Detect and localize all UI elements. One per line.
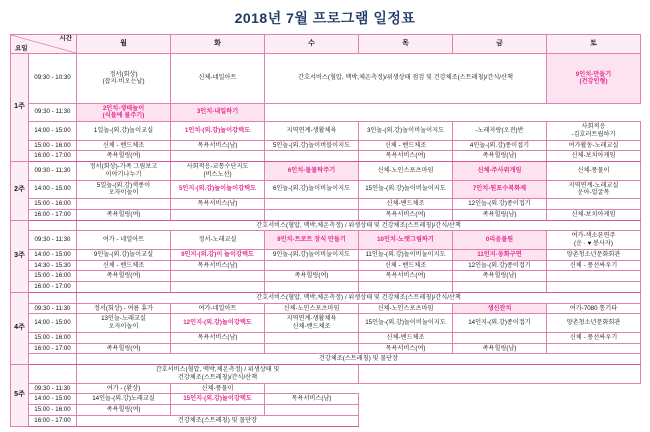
- program-cell: 신체-노인스포츠마임: [359, 162, 453, 181]
- program-cell: 3인치-내일하기: [171, 103, 265, 122]
- program-cell: [171, 209, 265, 220]
- program-cell: 족욕힐링(여): [77, 271, 171, 282]
- table-row: [11, 415, 641, 426]
- program-cell: 족욕힐링(여): [265, 271, 359, 282]
- time-label: 16:00 - 17:00: [29, 282, 77, 293]
- program-cell: 신체 - 밴드체조: [77, 140, 171, 151]
- week-label-4: 5주: [11, 365, 29, 427]
- program-cell: 목욕서비스(남): [265, 394, 359, 405]
- table-row: [11, 209, 641, 220]
- program-cell: 14인지-(외.강)종이접기: [453, 314, 547, 333]
- program-cell: 정서-노래교실: [171, 231, 265, 250]
- time-label: 15:00 - 16:00: [29, 271, 77, 282]
- program-cell: 신체-노인스포츠마임: [359, 303, 453, 314]
- table-row: [11, 54, 641, 104]
- program-cell: 양촌청소년문화회관: [547, 314, 641, 333]
- program-cell: [547, 199, 641, 210]
- program-cell: 사회적응 -김호러트립하기: [547, 122, 641, 141]
- program-cell: 1인치-(외.강)놀이강택도: [171, 122, 265, 141]
- corner-time-label: 시간: [59, 35, 72, 42]
- program-cell: 정서(회상) - 여름 휴가: [77, 303, 171, 314]
- page-title: 2018년 7월 프로그램 일정표: [234, 10, 416, 26]
- table-body: [11, 54, 641, 427]
- program-cell: 여가-7080 통기타: [547, 303, 641, 314]
- program-cell: 신체-네일아트: [171, 54, 265, 104]
- table-row: [11, 282, 641, 293]
- table-row: [11, 180, 641, 199]
- time-label: 14:30 - 15:30: [29, 260, 77, 271]
- program-cell: [77, 282, 171, 293]
- program-cell: 10인치-노랫그림하기: [359, 231, 453, 250]
- program-cell: 13인놀-노래교실 오자이놀이: [77, 314, 171, 333]
- table-corner-header: [11, 35, 77, 54]
- program-cell: 목욕서비스(여): [359, 151, 453, 162]
- program-cell: 간호서비스(혈압, 맥박,체온측정) / 위생상태 및 건강체조(스트레칭)/간식/산책: [77, 292, 641, 303]
- program-cell: 여가-네일아트: [171, 303, 265, 314]
- program-cell: 신체-풍물이: [547, 162, 641, 181]
- time-label: [29, 292, 77, 303]
- program-cell: [453, 332, 547, 343]
- program-cell: 사회적응-교통수단지도 (버스노선): [171, 162, 265, 181]
- day-header-0: 월: [77, 35, 171, 54]
- program-cell: 정서(회상) (잡지·비오는날): [77, 54, 171, 104]
- program-cell: 9인놀-(외.강)놀이교실: [77, 249, 171, 260]
- program-cell: [77, 199, 171, 210]
- program-cell: 5인놀-(외.강)놀이버블이지도: [265, 140, 359, 151]
- table-row: [11, 343, 641, 354]
- table-row: [11, 292, 641, 303]
- table-row: [11, 103, 641, 122]
- program-cell: 족욕힐링(남): [453, 209, 547, 220]
- program-cell: 5인지-(외.강)놀이놀이강택도: [171, 180, 265, 199]
- program-cell: [265, 199, 359, 210]
- program-cell: 11인지-동화구연: [453, 249, 547, 260]
- program-cell: [171, 151, 265, 162]
- program-cell: [265, 209, 359, 220]
- program-cell: 간호서비스(혈압, 맥박,체온측정)/위생상태 점검 및 건강체조(스트레칭)/간식/산책: [265, 54, 547, 104]
- program-cell: 족욕힐링(남): [453, 343, 547, 354]
- table-row: [11, 405, 641, 416]
- program-cell: 신체 - 밴드체조: [359, 140, 453, 151]
- program-cell: 정서(회상)-가족 그림보고 이야기나누기: [77, 162, 171, 181]
- program-cell: [171, 405, 265, 416]
- table-row: [11, 383, 641, 394]
- time-label: 16:00 - 17:00: [29, 343, 77, 354]
- week-label-0: 1주: [11, 54, 29, 162]
- table-row: [11, 249, 641, 260]
- program-cell: 15인지-(외.강)놀이강택도: [171, 394, 265, 405]
- program-cell: 3인놀-(외.강)놀이비눌이지도: [359, 122, 453, 141]
- program-cell: 신체-주사위게임: [453, 162, 547, 181]
- program-cell: 신체-밴드체조: [359, 199, 453, 210]
- program-cell: 신체 - 풍선싸우기: [547, 260, 641, 271]
- table-row: [11, 332, 641, 343]
- program-cell: [171, 343, 265, 354]
- week-label-3: 4주: [11, 292, 29, 364]
- table-row: [11, 260, 641, 271]
- program-cell: 여가-색소폰연주 (운 · ♥ 봉사자): [547, 231, 641, 250]
- program-cell: 건강체조(스트레칭) 및 물단장: [77, 354, 641, 365]
- program-cell: 신체 - 풍선싸우기: [547, 332, 641, 343]
- program-cell: 지역연계-생활체육 신체-밴드체조: [265, 314, 359, 333]
- program-cell: 12인놀-(외.강)종이접기: [453, 260, 547, 271]
- program-cell: 목욕서비스(여): [359, 271, 453, 282]
- time-label: 14:00 - 15:00: [29, 180, 77, 199]
- time-label: [29, 365, 77, 384]
- program-cell: 목욕서비스(남): [171, 332, 265, 343]
- program-cell: 신체-보치아게임: [547, 209, 641, 220]
- day-header-1: 화: [171, 35, 265, 54]
- time-label: [29, 354, 77, 365]
- program-cell: 족욕힐링(남): [453, 151, 547, 162]
- table-row: [11, 140, 641, 151]
- table-header: [11, 35, 641, 54]
- program-cell: [171, 271, 265, 282]
- program-cell: 신체-밴드체조: [359, 332, 453, 343]
- program-cell: [265, 332, 359, 343]
- time-label: 09:30 - 11:30: [29, 103, 77, 122]
- program-cell: 12인지-(외.강)놀이강택도: [171, 314, 265, 333]
- time-label: 14:00 - 15:00: [29, 394, 77, 405]
- table-row: [11, 162, 641, 181]
- table-row: [11, 220, 641, 231]
- time-label: 09:30 - 11:30: [29, 162, 77, 181]
- program-cell: 11인놀-(외.강)놀이비눌이지도: [359, 249, 453, 260]
- time-label: 16:00 - 17:00: [29, 209, 77, 220]
- program-cell: 15인놀-(외.강)놀이비눌이지도: [359, 180, 453, 199]
- program-cell: [547, 282, 641, 293]
- day-header-2: 수: [265, 35, 359, 54]
- program-cell: 4인놀-(외.강)종이접기: [453, 140, 547, 151]
- program-cell: [359, 282, 453, 293]
- program-cell: 족욕힐링(여): [77, 151, 171, 162]
- program-cell: [265, 151, 359, 162]
- time-label: 09:30 - 11:30: [29, 303, 77, 314]
- program-cell: 여가 - 네일아트: [77, 231, 171, 250]
- program-cell: 9인놀-(외.강)놀이비눌이지도: [265, 249, 359, 260]
- time-label: 14:00 - 15:00: [29, 314, 77, 333]
- week-label-2: 3주: [11, 220, 29, 292]
- time-label: 09:30 - 11:30: [29, 231, 77, 250]
- time-label: 09:30 - 10:30: [29, 54, 77, 104]
- program-cell: 14인놀-(외.강)노래교실: [77, 394, 171, 405]
- program-cell: [453, 282, 547, 293]
- time-label: 16:00 - 17:00: [29, 415, 77, 426]
- program-cell: 신체-노인스포츠마임: [265, 303, 359, 314]
- corner-day-label: 요일: [15, 44, 28, 52]
- week-label-1: 2주: [11, 162, 29, 221]
- time-label: 09:30 - 11:30: [29, 383, 77, 394]
- program-cell: 6인놀-(외.강)놀이비눌이지도: [265, 180, 359, 199]
- program-cell: 목욕서비스(여): [359, 209, 453, 220]
- program-cell: 건강체조(스트레칭) 및 물단장: [77, 415, 359, 426]
- program-cell: 6인치-물물탁주기: [265, 162, 359, 181]
- program-cell: 신체-보치아게임: [547, 151, 641, 162]
- program-cell: -노래자랑(오전)반: [453, 122, 547, 141]
- program-cell: 9인지-(외.강)이 놀이강택도: [171, 249, 265, 260]
- day-header-5: 토: [547, 35, 641, 54]
- table-row: [11, 122, 641, 141]
- program-cell: 신체-풍물이: [171, 383, 265, 394]
- time-label: 14:00 - 15:00: [29, 122, 77, 141]
- program-cell: [171, 282, 265, 293]
- program-cell: [359, 365, 641, 384]
- day-header-4: 금: [453, 35, 547, 54]
- program-cell: 9인치-트로트 장식 만들기: [265, 231, 359, 250]
- program-cell: [77, 332, 171, 343]
- program-cell: 양촌청소년문화회관: [547, 249, 641, 260]
- program-cell: 15인놀-(외.강)놀이비눌이지도: [359, 314, 453, 333]
- time-label: 14:00 - 15:00: [29, 249, 77, 260]
- program-cell: 목욕서비스(남): [171, 199, 265, 210]
- program-cell: 0리음물원: [453, 231, 547, 250]
- table-row: [11, 151, 641, 162]
- program-cell: 2인치-생태놀이 (식물에 물주기): [77, 103, 171, 122]
- program-cell: 여가활동-노래교실: [547, 140, 641, 151]
- table-row: [11, 354, 641, 365]
- table-row: [11, 231, 641, 250]
- time-label: 15:00 - 16:00: [29, 332, 77, 343]
- program-cell: 1일놀-(외.강)놀이교실: [77, 122, 171, 141]
- program-cell: 족욕힐링(남): [453, 271, 547, 282]
- time-label: 15:00 - 16:00: [29, 140, 77, 151]
- program-cell: 신체 - 밴드체조: [77, 260, 171, 271]
- program-cell: 목욕서비스(남): [171, 260, 265, 271]
- table-row: [11, 394, 641, 405]
- table-row: [11, 199, 641, 210]
- program-cell: 12인놀-(외.강)종이접기: [453, 199, 547, 210]
- program-cell: 족욕힐링(여): [77, 343, 171, 354]
- program-cell: 생신잔치: [453, 303, 547, 314]
- table-row: [11, 365, 641, 384]
- program-cell: 목욕서비스(남): [171, 140, 265, 151]
- time-label: 15:00 - 16:00: [29, 199, 77, 210]
- time-label: [29, 220, 77, 231]
- time-label: 15:00 - 16:00: [29, 405, 77, 416]
- program-cell: 여가 - (환상): [77, 383, 171, 394]
- table-row: [11, 271, 641, 282]
- program-cell: 간호서비스(혈압, 맥박,체온측정) / 위생상태 및 건강체조(스트레칭)/간식/산책: [77, 365, 359, 384]
- time-label: 16:00 - 17:00: [29, 151, 77, 162]
- program-cell: [265, 405, 359, 416]
- program-cell: [265, 343, 359, 354]
- program-cell: [547, 343, 641, 354]
- program-cell: 간호서비스(혈압, 맥박,체온측정) / 위생상태 및 건강체조(스트레칭)/간식/산책: [77, 220, 641, 231]
- table-row: [11, 314, 641, 333]
- table-row: [11, 303, 641, 314]
- program-cell: 7인치-원포수복화제: [453, 180, 547, 199]
- program-cell: 족욕힐링(여): [77, 405, 171, 416]
- day-header-3: 목: [359, 35, 453, 54]
- program-cell: 목욕서비스(여): [359, 343, 453, 354]
- schedule-table: [10, 34, 641, 427]
- program-cell: 지역연계-노래교실 운아-얼굴목: [547, 180, 641, 199]
- program-cell: 9인치-만들기 (건강인형): [547, 54, 641, 104]
- program-cell: 족욕힐링(여): [77, 209, 171, 220]
- program-cell: 지역연계-생활체육: [265, 122, 359, 141]
- program-cell: 신체 - 밴드체조: [359, 260, 453, 271]
- program-cell: [265, 260, 359, 271]
- program-cell: [265, 282, 359, 293]
- program-cell: 5일놀-(외.강)색종이 오자이놀이: [77, 180, 171, 199]
- program-cell: [547, 271, 641, 282]
